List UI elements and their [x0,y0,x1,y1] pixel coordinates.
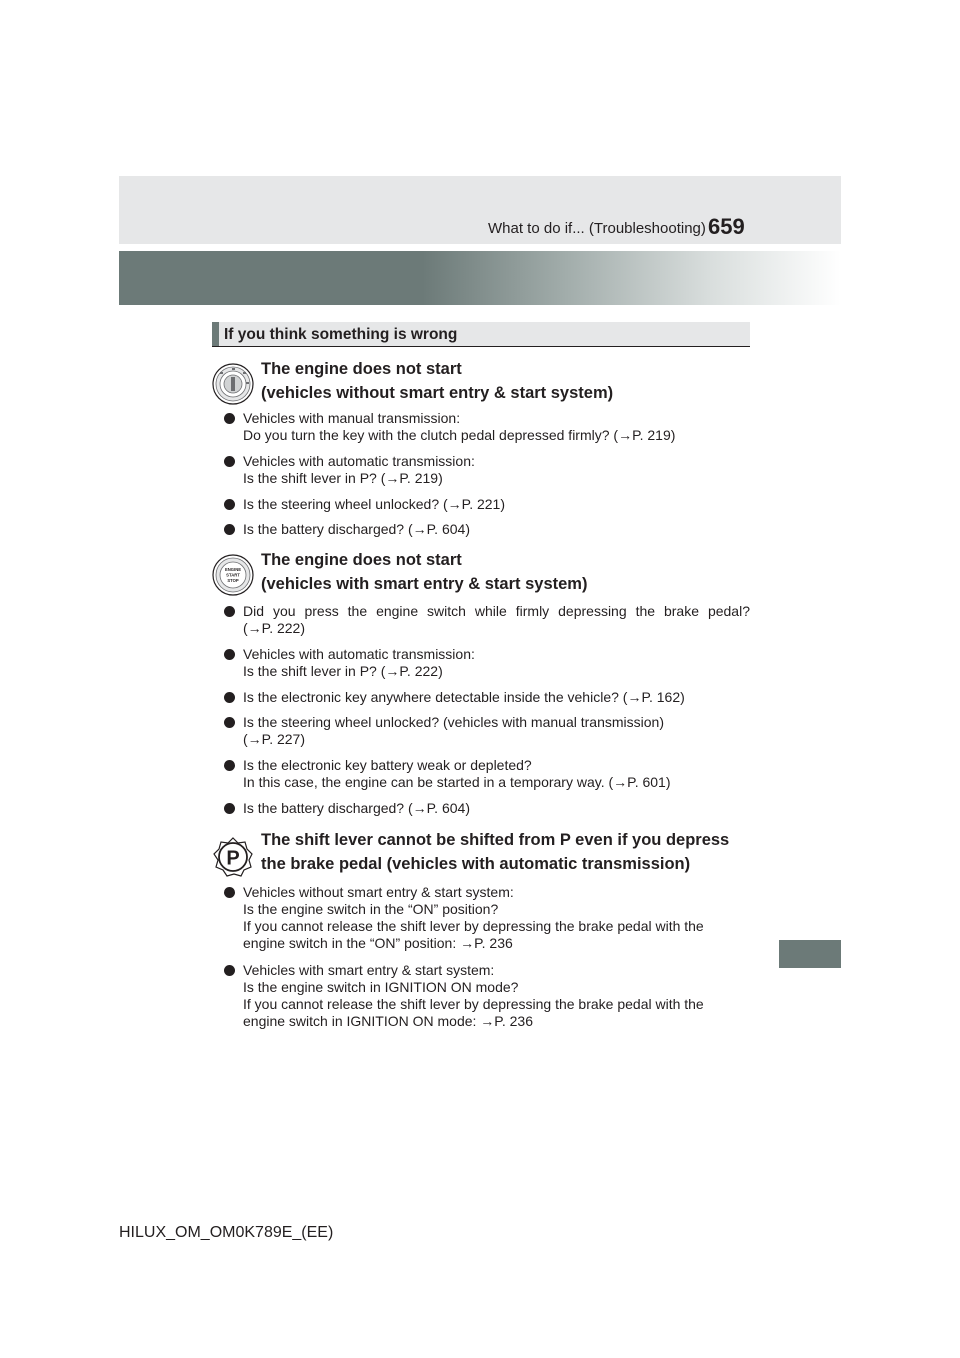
engine-start-stop-icon [212,554,254,596]
item-line: Vehicles without smart entry & start system: [243,884,514,900]
item-line: engine switch in the “ON” position: →P. 236 [243,935,513,951]
item-line: If you cannot release the shift lever by depressing the brake pedal with the [243,918,704,934]
icon-text-engine: ENGINE [224,567,242,572]
item-line: Is the engine switch in IGNITION ON mode? [243,979,519,995]
item-line: Is the electronic key battery weak or depleted? [243,757,532,773]
problem-2-item-4 [224,714,750,748]
bullet-dot [224,692,235,703]
page-number: 659 [708,214,745,239]
problem-1-item-3 [224,496,750,513]
problem-2-title-line-1: The engine does not start [261,551,462,569]
bullet-dot [224,803,235,814]
item-line: Is the engine switch in the “ON” position? [243,901,499,917]
item-line: Is the battery discharged? (→P. 604) [243,800,470,816]
item-line: Vehicles with automatic transmission: [243,646,475,662]
icon-text-p: P [226,847,240,870]
problem-2-title-line-2: (vehicles with smart entry & start system) [261,575,588,593]
item-line: Is the shift lever in P? (→P. 222) [243,663,443,679]
item-line: Vehicles with smart entry & start system: [243,962,495,978]
problem-3-title [261,828,729,876]
item-line: Is the steering wheel unlocked? (vehicles with manual transmission) [243,714,664,730]
bullet-dot [224,965,235,976]
bullet-dot [224,606,235,617]
section-title: If you think something is wrong [224,326,458,343]
bullet-dot [224,717,235,728]
bullet-dot [224,524,235,535]
bullet-dot [224,456,235,467]
item-line: Is the battery discharged? (→P. 604) [243,521,470,537]
chapter-side-tab [779,940,841,968]
bullet-dot [224,413,235,424]
bullet-dot [224,649,235,660]
chapter-gradient-band [119,251,841,305]
item-line: (→P. 227) [243,731,305,747]
item-line: If you cannot release the shift lever by depressing the brake pedal with the [243,996,704,1012]
problem-2-item-2 [224,646,750,680]
item-line: engine switch in IGNITION ON mode: →P. 236 [243,1013,533,1029]
problem-2-item-3 [224,689,750,706]
problem-3-title-line-2: the brake pedal (vehicles with automatic transmission) [261,855,691,873]
problem-2-item-5 [224,757,750,791]
icon-text-stop: STOP [227,578,239,583]
item-line: (→P. 222) [243,620,305,636]
running-header-title: What to do if... (Troubleshooting) [488,220,706,237]
problem-3-title-line-1: The shift lever cannot be shifted from P even if you depress [261,831,730,849]
problem-1-item-4 [224,521,750,538]
item-line: Is the electronic key anywhere detectable inside the vehicle? (→P. 162) [243,689,685,705]
problem-2-title [261,548,587,596]
bullet-dot [224,887,235,898]
park-gear-icon [212,836,254,878]
item-line: In this case, the engine can be started in a temporary way. (→P. 601) [243,774,671,790]
key-ignition-icon [212,363,254,405]
bullet-dot [224,760,235,771]
document-code-footer: HILUX_OM_OM0K789E_(EE) [119,1224,334,1241]
section-header [212,322,750,347]
item-line: Vehicles with automatic transmission: [243,453,475,469]
section-header-bar [212,322,219,346]
problem-2-item-6 [224,800,750,817]
bullet-dot [224,499,235,510]
problem-1-title-line-1: The engine does not start [261,360,462,378]
item-line: Is the steering wheel unlocked? (→P. 221) [243,496,506,512]
problem-1-item-2 [224,453,750,487]
problem-1-item-1 [224,410,750,444]
problem-3-item-2 [224,962,750,1030]
item-line: Is the shift lever in P? (→P. 219) [243,470,443,486]
item-line: Do you turn the key with the clutch pedal depressed firmly? (→P. 219) [243,427,676,443]
item-line: Vehicles with manual transmission: [243,410,461,426]
problem-1-title [261,357,613,405]
item-line: Did you press the engine switch while firmly depressing the brake pedal? [243,603,750,619]
problem-2-item-1 [224,603,750,637]
problem-3-item-1 [224,884,750,952]
problem-1-title-line-2: (vehicles without smart entry & start system) [261,384,614,402]
icon-text-start: START [226,572,240,578]
